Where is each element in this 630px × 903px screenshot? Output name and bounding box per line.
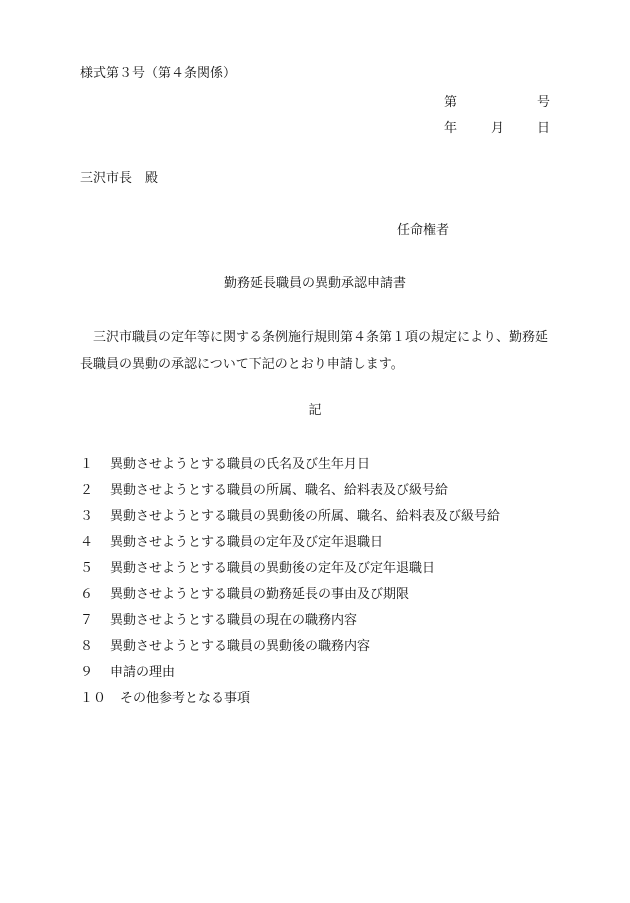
list-item (80, 556, 550, 582)
list-item (80, 530, 550, 556)
item-number: ６ (80, 587, 94, 602)
item-number: １０ (80, 691, 107, 706)
body-text: 三沢市職員の定年等に関する条例施行規則第４条第１項の規定により、勤務延長職員の異動の承認について下記のとおり申請します。 (80, 330, 549, 372)
item-number: ８ (80, 639, 94, 654)
form-number: 様式第３号（第４条関係） (80, 66, 237, 81)
list-item (80, 634, 550, 660)
list-item (80, 660, 550, 686)
item-number: ７ (80, 613, 94, 628)
item-text: 異動させようとする職員の氏名及び生年月日 (110, 457, 371, 472)
item-number: ４ (80, 535, 94, 550)
document-title: 勤務延長職員の異動承認申請書 (223, 276, 406, 291)
sender: 任命権者 (397, 223, 450, 238)
item-text: 異動させようとする職員の異動後の定年及び定年退職日 (110, 561, 436, 576)
list-item (80, 582, 550, 608)
item-text: 異動させようとする職員の現在の職務内容 (110, 613, 358, 628)
date-month-label: 月 (491, 121, 505, 136)
item-number: ３ (80, 509, 94, 524)
item-text: 異動させようとする職員の異動後の所属、職名、給料表及び級号給 (110, 509, 501, 524)
list-item (80, 478, 550, 504)
doc-number-prefix: 第 (444, 95, 458, 110)
list-item (80, 504, 550, 530)
date-day-label: 日 (537, 121, 551, 136)
item-text: 異動させようとする職員の定年及び定年退職日 (110, 535, 384, 550)
item-text: 異動させようとする職員の異動後の職務内容 (110, 639, 371, 654)
item-text: 異動させようとする職員の所属、職名、給料表及び級号給 (110, 483, 449, 498)
item-list (80, 452, 550, 712)
item-number: ９ (80, 665, 94, 680)
addressee: 三沢市長 殿 (80, 171, 159, 186)
list-item (80, 608, 550, 634)
item-text: その他参考となる事項 (120, 691, 251, 706)
item-text: 異動させようとする職員の勤務延長の事由及び期限 (110, 587, 410, 602)
date-year-label: 年 (444, 121, 458, 136)
body-paragraph (80, 324, 552, 378)
list-item (80, 452, 550, 478)
list-item (80, 686, 550, 712)
item-number: １ (80, 457, 94, 472)
item-number: ２ (80, 483, 94, 498)
ki-heading: 記 (308, 403, 322, 418)
item-number: ５ (80, 561, 94, 576)
doc-number-suffix: 号 (537, 95, 551, 110)
item-text: 申請の理由 (110, 665, 176, 680)
